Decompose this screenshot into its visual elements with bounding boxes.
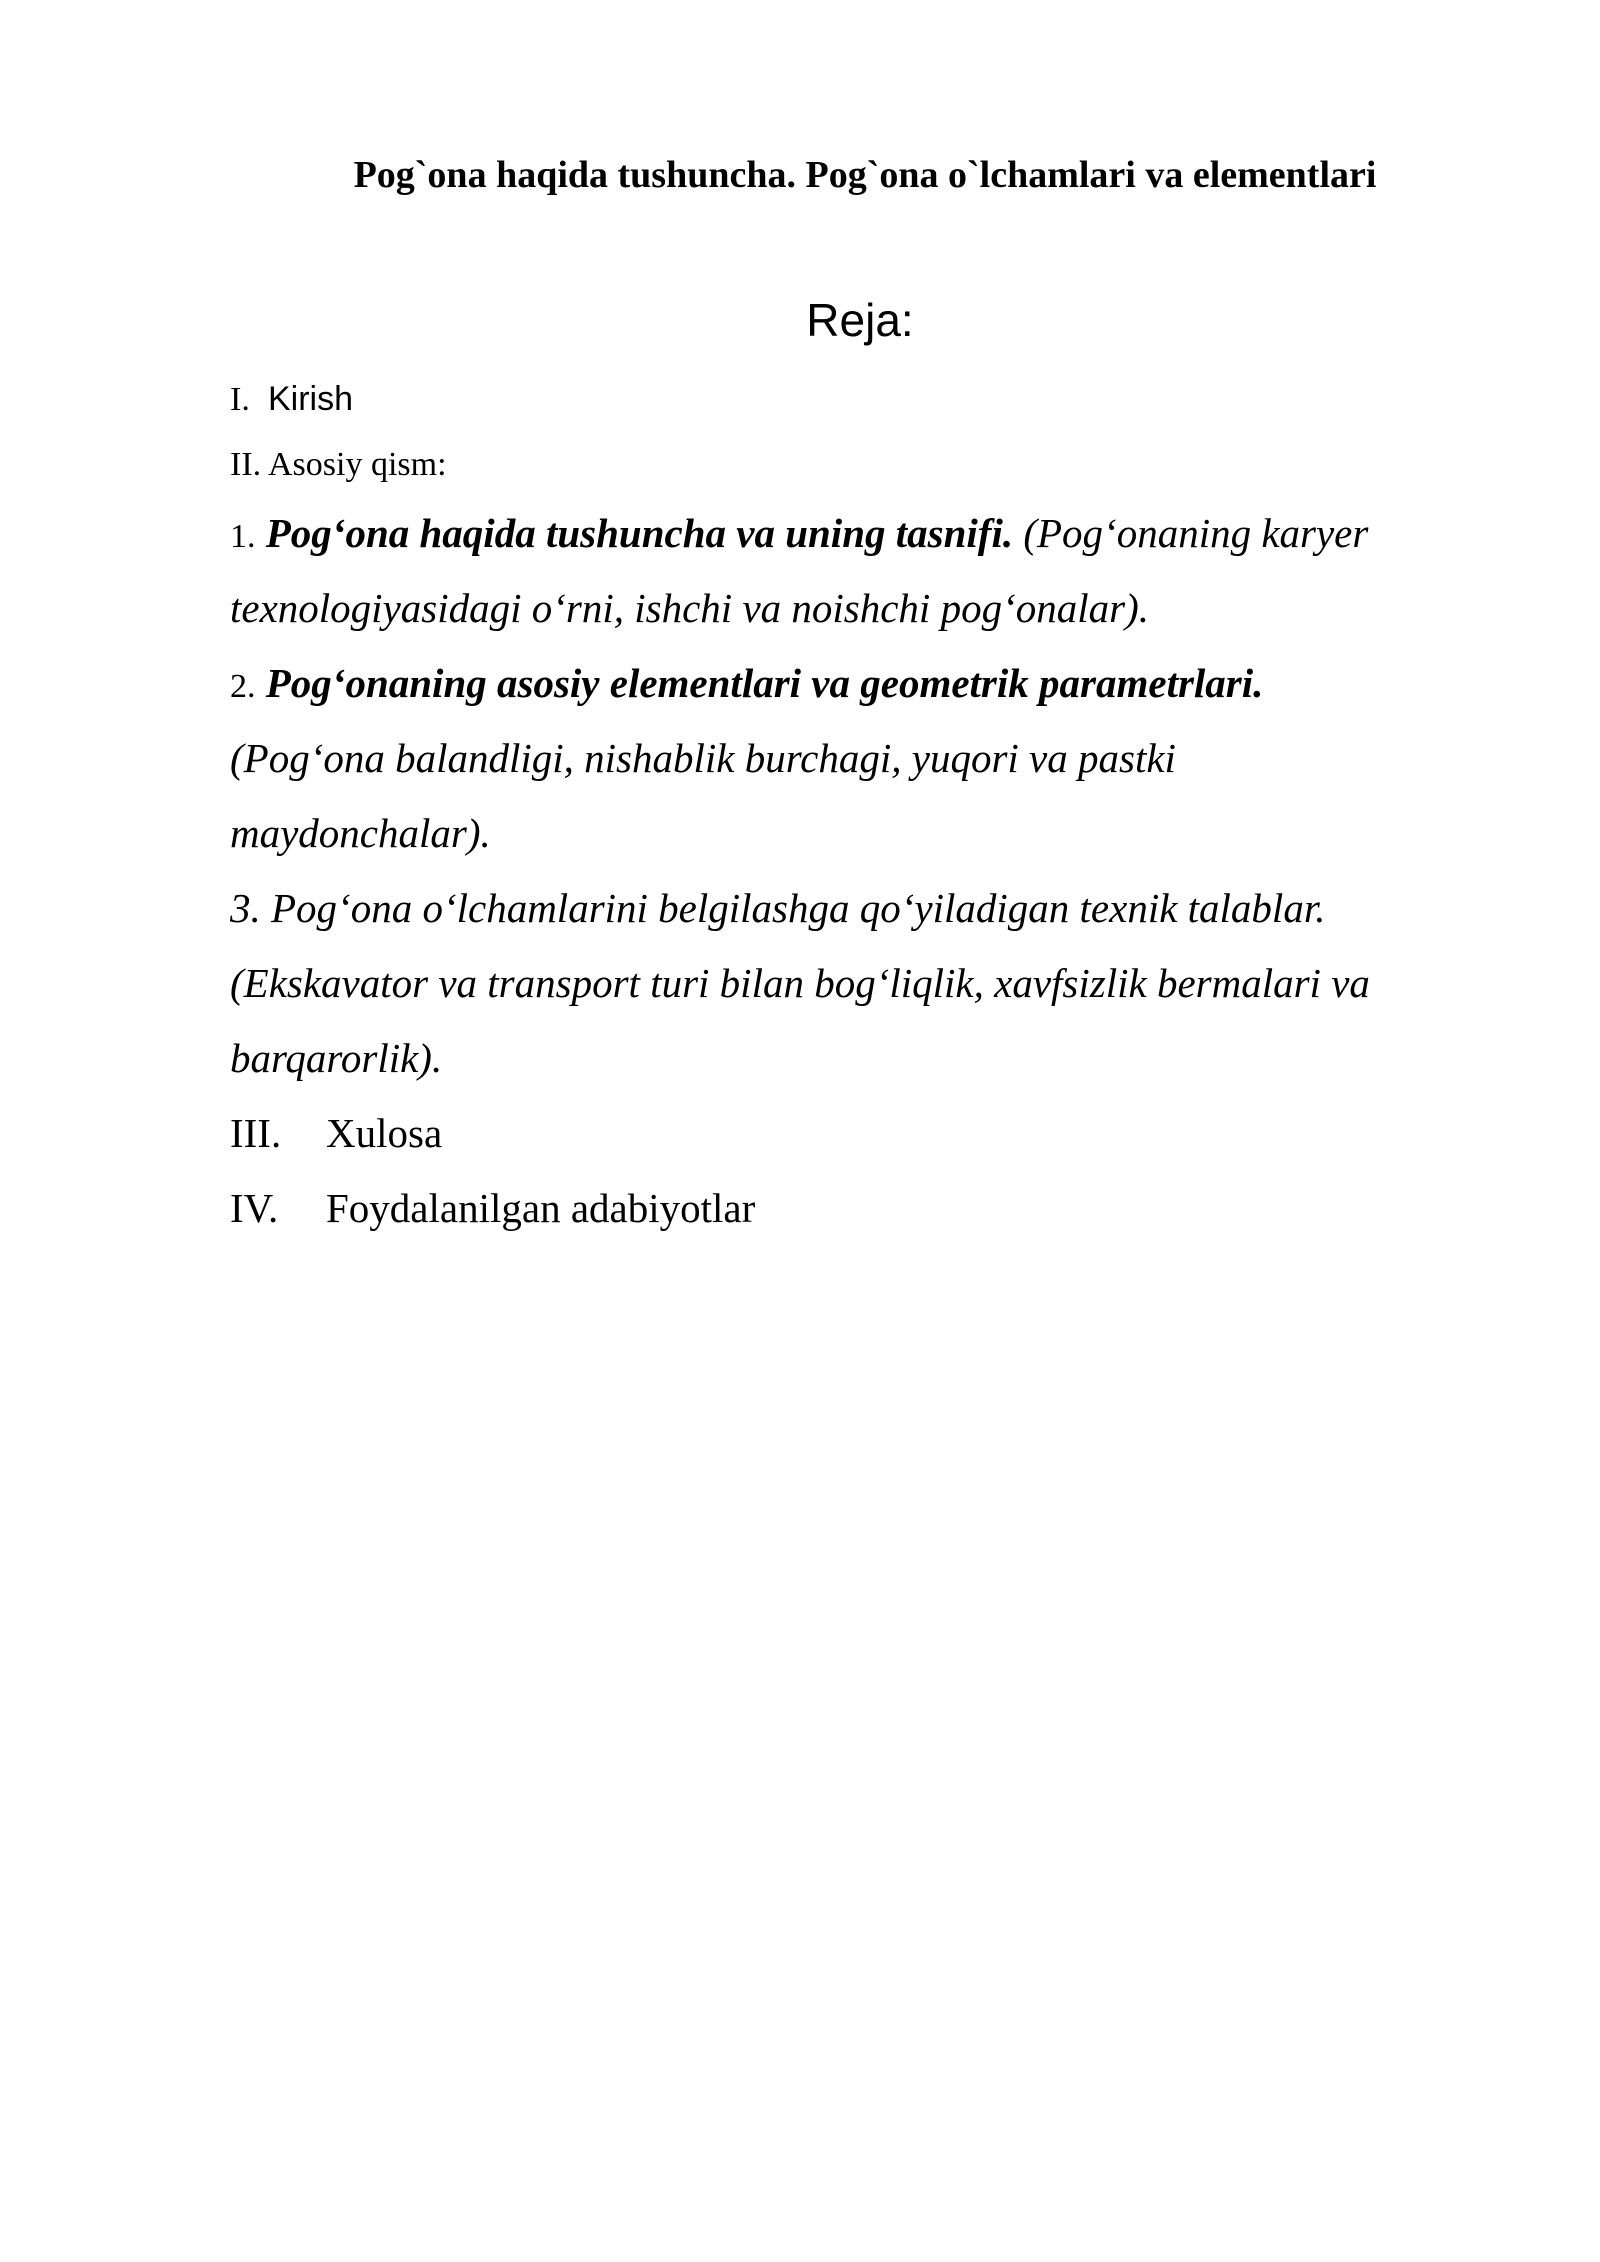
subitem-number: 2. <box>230 668 256 705</box>
outline-subitem-2-line-3: maydonchalar). <box>230 810 491 856</box>
outline-subitem-2-line-1 <box>230 655 1490 711</box>
outline-item-introduction <box>230 377 1490 422</box>
outline-item-conclusion <box>230 1105 1490 1161</box>
outline-subitem-1-line-2: texnologiyasidagi o‘rni, ishchi va noishchi pog‘onalar). <box>230 585 1149 631</box>
subitem-number: 1. <box>230 518 256 555</box>
outline-item-references <box>230 1180 1490 1236</box>
subitem-description: (Pog‘onaning karyer <box>1023 510 1369 556</box>
outline-number: II. <box>230 446 262 483</box>
outline-subitem-3-line-2: (Ekskavator va transport turi bilan bog‘liqlik, xavfsizlik bermalari va <box>230 960 1370 1006</box>
outline-subitem-3-line-1: 3. Pog‘ona o‘lchamlarini belgilashga qo‘yiladigan texnik talablar. <box>230 885 1326 931</box>
document-title: Pog`ona haqida tushuncha. Pog`ona o`lchamlari va elementlari <box>353 154 1377 196</box>
outline-number: IV. <box>230 1185 279 1231</box>
outline-text: Foydalanilgan adabiyotlar <box>326 1185 756 1231</box>
outline-subitem-2-line-2: (Pog‘ona balandligi, nishablik burchagi, yuqori va pastki <box>230 735 1176 781</box>
outline-number: I. <box>230 381 250 418</box>
outline-subitem-1-line-1 <box>230 505 1490 561</box>
outline-text: Kirish <box>268 380 354 418</box>
outline-number: III. <box>230 1110 282 1156</box>
subitem-heading: Pog‘ona haqida tushuncha va uning tasnifi. <box>265 510 1014 556</box>
subitem-heading: Pog‘onaning asosiy elementlari va geometrik parametrlari. <box>265 660 1264 706</box>
plan-heading: Reja: <box>806 294 914 346</box>
outline-item-main-part <box>230 443 1490 487</box>
outline-subitem-3-line-3: barqarorlik). <box>230 1035 443 1081</box>
outline-text: Asosiy qism: <box>268 446 447 483</box>
outline-text: Xulosa <box>326 1110 443 1156</box>
